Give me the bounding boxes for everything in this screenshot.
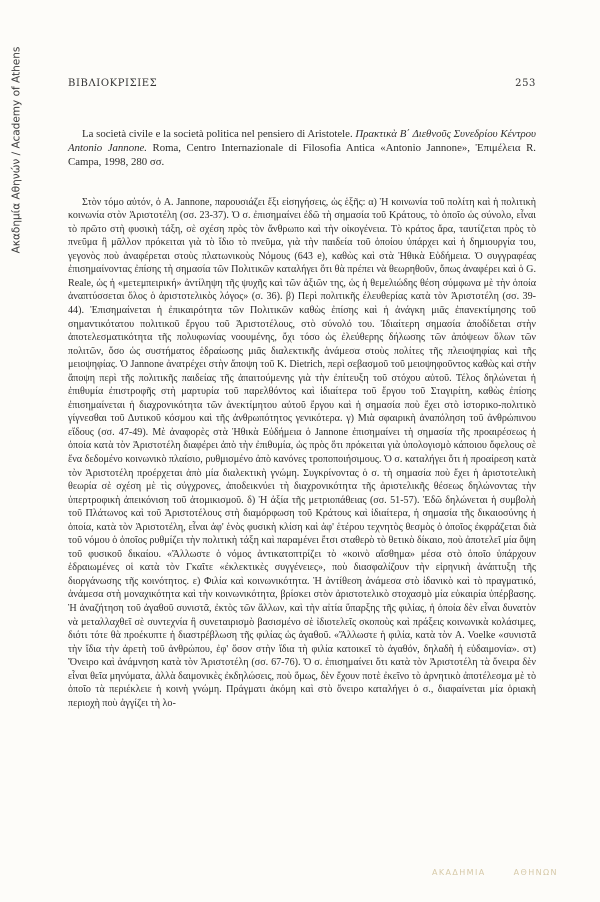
page	[68, 78, 536, 720]
book-title: La società civile e la società politica nel pensiero di Aristotele.	[82, 128, 356, 140]
running-header	[68, 78, 536, 89]
academy-watermark	[432, 868, 558, 877]
publication-info: Roma, Centro Internazionale di Filosofia Antica «Antonio Jannone», Ἐπιμέλεια R. Campa, 1998, 280 σσ.	[68, 142, 536, 169]
archive-stamp-text: Ακαδημία Αθηνών / Academy of Athens	[10, 46, 23, 254]
watermark-right: ΑΘΗΝΩΝ	[513, 868, 558, 877]
page-number: 253	[515, 78, 536, 89]
book-title-italic: Πρακτικὰ Β΄ Διεθνοῦς Συνεδρίου Κέντρου Antonio Jannone.	[68, 128, 536, 155]
section-title: ΒΙΒΛΙΟΚΡΙΣΙΕΣ	[68, 78, 158, 89]
review-bibliographic-entry	[68, 127, 536, 170]
archive-stamp	[6, 40, 26, 260]
watermark-left: ΑΚΑΔΗΜΙΑ	[432, 868, 486, 877]
review-body-text: Στὸν τόμο αὐτόν, ὁ A. Jannone, παρουσιάζει ἕξι εἰσηγήσεις, ὡς ἑξῆς: α) Ἡ κοινωνία τοῦ πολίτη καὶ ἡ πολιτικὴ κοινωνία στὸν Ἀριστοτέλη (σσ. 23-37). Ὁ σ. ἐπισημαίνει ἐδῶ τὴ σημασία τοῦ Κράτους, τὸ ὁποῖο ὡς σύνολο, εἶναι τὸ πρῶτο στὴ φυσικὴ τάξη, σὲ σχέση πρὸς τὸν ἄνθρωπο καὶ τὴν οἰκογένεια. Τὸ κράτος ἄρα, ταυτίζεται πρὸς τὸ πνεῦμα ἢ μᾶλλον πρόκειται γιὰ τὸ ἴδιο τὸ πνεῦμα, γιὰ τὴν παιδεία τοῦ ὁποίου ὑπάρχει καὶ ἡ δημιουργία του, γεγονὸς ποὺ ἀναφέρεται στοὺς πλατωνικοὺς Νόμους (643 e), καθὼς καὶ στὰ Ἠθικὰ Εὐδήμεια. Ὁ συγγραφέας ἐπισημαίνοντας ἐπίσης τὴ σημασία τῶν Πολιτικῶν καταλήγει ὅτι θὰ πρέπει νὰ θεωρηθοῦν, ὅπως ἀναφέρει καὶ ὁ G. Reale, ὡς ἡ «μετεμπειρική» ἀντίληψη τῆς ψυχῆς καὶ τῶν ἀξιῶν της, ὡς ἡ θεμελιώδης θέση σύμφωνα μὲ τὴν ὁποία ἀναπτύσσεται ὅλος ὁ ἀριστοτελικὸς λόγος» (σ. 36). β) Περὶ πολιτικῆς ἐλευθερίας κατὰ τὸν Ἀριστοτέλη (σσ. 39-44). Ἐπισημαίνεται ἡ ἐπικαιρότητα τῶν Πολιτικῶν καθὼς ἐπίσης καὶ ἡ ἀνάγκη μιᾶς ἐπανεκτίμησης τοῦ σημαντικότατου πολιτικοῦ ἔργου τοῦ Ἀριστοτέλους, στὸ σύνολό του. Ἰδιαίτερη σημασία ἀποδίδεται στὴν ἀποτελεσματικότητα τῆς πολυφωνίας νοουμένης, ὄχι τόσο ὡς ἐλεύθερης δήλωσης τῶν ἀπόψεων ὅλων τῶν πολιτῶν, ὅσο ὡς συστήματος ἑδραίωσης μιᾶς διαλεκτικῆς ἁνάμεσα στοὺς πολίτες τῆς πλειοψηφίας καὶ τῆς μειοψηφίας. Ὁ Jannone ἀνατρέχει στὴν ἄποψη τοῦ K. Dietrich, περὶ σεβασμοῦ τοῦ μειοψηφοῦντος καθὼς καὶ στὴν ἄποψη περὶ τῆς πολιτικῆς παιδείας τῆς ἀπαιτούμενης γιὰ τὴν ἐπίτευξη τοῦ στόχου αὐτοῦ. Τέλος δηλώνεται ἡ ἐπιθυμία ἐπιστροφῆς στὴ μαρτυρία τοῦ παρελθόντος καὶ ἰδιαίτερα τοῦ ἔργου τοῦ Σταγιρίτη, καθὼς ἐπίσης ἐπισημαίνεται ἡ διαχρονικότητα τῶν ἀνεκτίμητου αὐτοῦ ἔργου καὶ ἡ σημασία ποὺ ἔχει στὸ ἱστορικο-πολιτικὸ γίγνεσθαι τοῦ Δυτικοῦ κόσμου καὶ τῆς ἀνθρωπότητος γενικότερα. γ) Μιὰ σφαιρικὴ ἀναπόληση τοῦ ἀνθρώπινου εἴδους (σσ. 47-49). Μὲ ἀναφορὲς στὰ Ἠθικὰ Εὐδήμεια ὁ Jannone ἐπισημαίνει τὴ σημασία τῆς προαιρέσεως ἡ ὁποία κατὰ τὸν Ἀριστοτέλη διαφέρει ἀπὸ τὴν ἐπιθυμία, ὡς πρὸς ὅτι πρόκειται γιὰ ὑπολογισμὸ κάποιου ὄφελους σὲ ἕνα δεδομένο κοινωνικὸ πλαίσιο, ρυθμισμένο ἀπὸ κανόνες τροποποιήσιμους. Ὁ σ. καταλήγει ὅτι ἡ προαίρεση κατὰ τὸν Ἀριστοτέλη προέρχεται ἀπὸ μία διαλεκτικὴ γνώμη. Συγκρίνοντας ὁ σ. τὴ σημασία ποὺ ἔχει ἡ ἀριστοτελικὴ θεωρία σὲ σχέση μὲ τὶς σύγχρονες, ἀποδεικνύει τὴ διαχρονικότητα τῆς ἀριστελικῆς θέσεως δηλώνοντας τὴν ὑπερτροφικὴ ἀπεικόνιση τοῦ ἀτομικισμοῦ. δ) Ἡ ἀξία τῆς μετριοπάθειας (σσ. 51-57). Ἐδῶ δηλώνεται ἡ συμβολὴ τοῦ Πλάτωνος καὶ τοῦ Ἀριστοτέλους στὴ διαμόρφωση τοῦ Κράτους καὶ ἰδιαίτερα, ἡ σημασία τῆς δικαιοσύνης ἡ ὁποία, κατὰ τὸν Ἀριστοτέλη, εἶναι ἀφ' ἑνὸς φυσικὴ κλίση καὶ ἀφ' ἑτέρου τεχνητὸς θεσμὸς ὁ ὁποῖος ἐκφράζεται διὰ τοῦ νόμου ὁ ὁποῖος ρυθμίζει τὴν πολιτικὴ τάξη καὶ παραμένει ἔτσι σταθερὸ τὸ θετικὸ δίκαιο, ποὺ ἀποτελεῖ μία ὄψη τοῦ φυσικοῦ δικαίου. «Ἄλλωστε ὁ νόμος ἀντικατοπτρίζει τὸ «κοινὸ αἴσθημα» μέσα στὸ ὁποῖο ὑπάρχουν ἑδραιωμένες οἱ κατὰ τὸν Γκαῖτε «ἐκλεκτικὲς συγγένειες», ποὺ διασφαλίζουν τὴν εἰρηνικὴ ἀνάπτυξη τῆς διοργάνωσης τῆς κοινότητος. ε) Φιλία καὶ κοινωνικότητα. Ἡ ἀντίθεση ἀνάμεσα στὸ ἰδανικὸ καὶ τὸ πραγματικό, ἀνάμεσα στὴ μοναχικότητα καὶ τὴν κοινωνικότητα, βρίσκει στὸν ἀριστοτελικὸ στοχασμὸ μία εὐκαιρία ὑπέρβασης. Ἡ ἀναζήτηση τοῦ ἀγαθοῦ συνιστᾶ, ἐκτὸς τῶν ἄλλων, καὶ τὴν αἰτία ὕπαρξης τῆς φιλίας, ἡ ὁποία δὲν εἶναι δυνατὸν νὰ μεταλλαχθεῖ σὲ συντεχνία ἢ συνεταιρισμὸ βασισμένο σὲ ἰδιοτελεῖς σκοποὺς καὶ πράξεις κοινωνικὰ κολάσιμες, διότι τότε θὰ προέκυπτε ἡ διαστρέβλωση τῆς φιλίας ὡς ἀγαθοῦ. «Ἄλλωστε ἡ φιλία, κατὰ τὸν A. Voelke «συνιστᾶ τὴν ἴδια τὴν ἀρετὴ τοῦ ἀνθρώπου, ἐφ' ὅσον στὴν ἴδια τὴ φιλία κατοικεῖ τὸ ἀγαθόν, δηλαδὴ ἡ εὐδαιμονία». στ) Ὄνειρο καὶ ἀνάμνηση κατὰ τὸν Ἀριστοτέλη (σσ. 67-76). Ὁ σ. ἐπισημαίνει ὅτι κατὰ τὸν Ἀριστοτέλη τὰ ὄνειρα δὲν εἶναι θεῖα μηνύματα, ἀλλὰ δαιμονικὲς ἐκδηλώσεις, ποὺ ὅμως, δὲν ἔχουν ποτὲ ἐκεῖνο τὸ ἀρνητικὸ ἀποτέλεσμα μὲ τὸ ὁποῖο τὰ περιέκλειε ἡ κοινὴ γνώμη. Πράγματι ἀκόμη καὶ στὸ ὄνειρο καταλήγει ὁ σ., διαφαίνεται μία ὁριακὴ περιοχὴ ποὺ ἀγγίζει τὴ λο-	[68, 196, 536, 709]
